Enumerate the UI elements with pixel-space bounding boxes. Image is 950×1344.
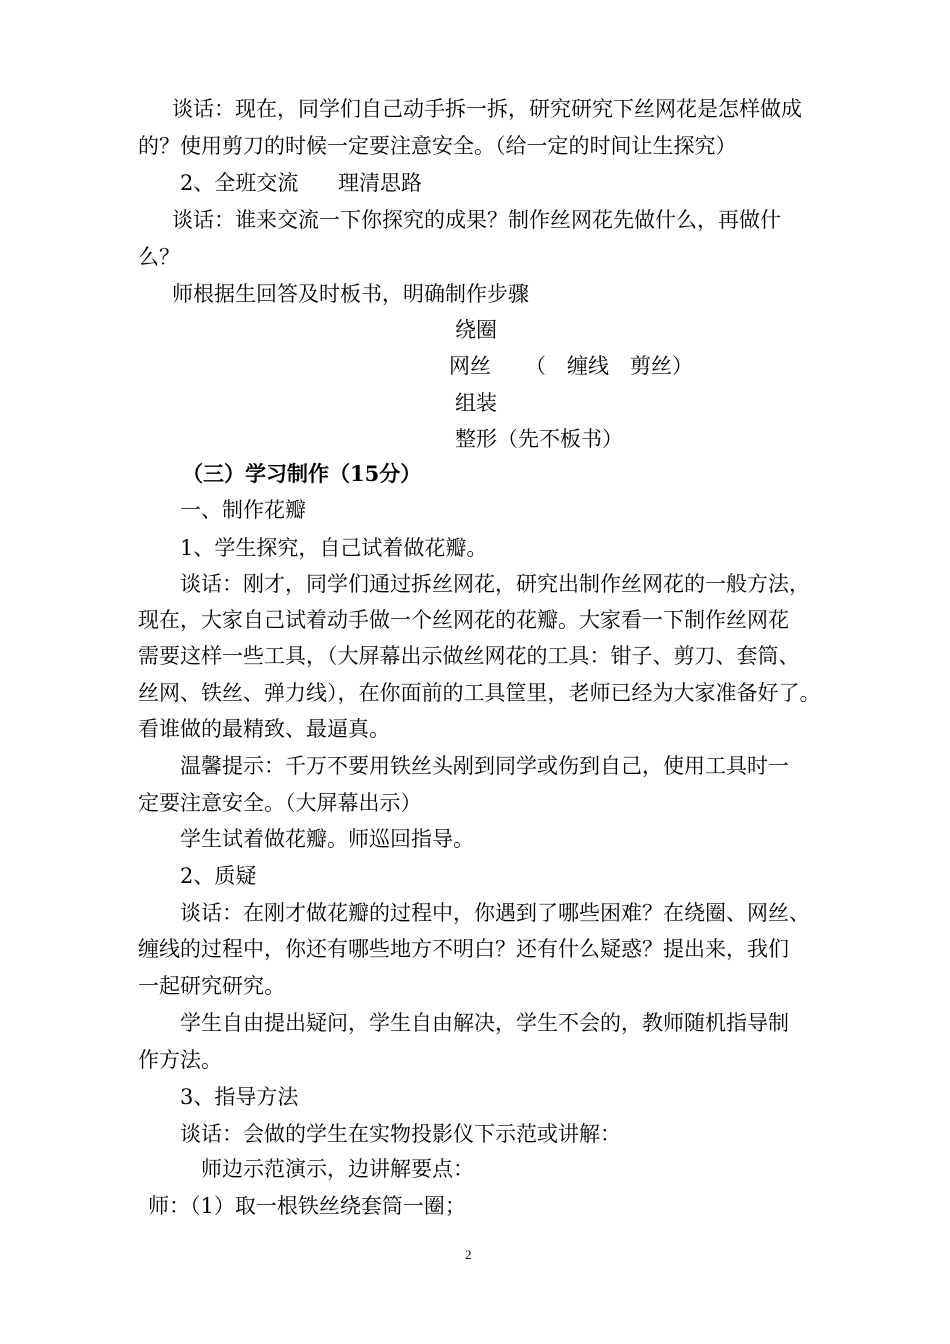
text-line: 师：（1）取一根铁丝绕套筒一圈； bbox=[148, 1194, 466, 1218]
text-line: 绕圈 bbox=[455, 318, 497, 342]
text-line: 组装 bbox=[455, 391, 497, 415]
text-line: （ 缠线 剪丝） bbox=[525, 354, 693, 378]
text-line: 谈话：会做的学生在实物投影仪下示范或讲解： bbox=[180, 1122, 621, 1146]
text-line: 需要这样一些工具，（大屏幕出示做丝网花的工具：钳子、剪刀、套筒、 bbox=[138, 644, 800, 668]
text-line: 3、指导方法 bbox=[180, 1085, 299, 1109]
text-line: 一、制作花瓣 bbox=[180, 498, 306, 522]
text-line: 现在，大家自己试着动手做一个丝网花的花瓣。大家看一下制作丝网花 bbox=[138, 608, 789, 632]
text-line: 作方法。 bbox=[138, 1048, 222, 1072]
text-line: 学生自由提出疑问，学生自由解决，学生不会的，教师随机指导制 bbox=[180, 1011, 789, 1035]
section-heading: （三）学习制作（15分） bbox=[182, 461, 422, 486]
text-line: 2、质疑 bbox=[180, 864, 257, 888]
text-line: 整形（先不板书） bbox=[455, 427, 623, 451]
text-line: 学生试着做花瓣。师巡回指导。 bbox=[180, 827, 474, 851]
text-line: 谈话：刚才，同学们通过拆丝网花，研究出制作丝网花的一般方法， bbox=[180, 572, 810, 596]
text-line: 谈话：在刚才做花瓣的过程中，你遇到了哪些困难？在绕圈、网丝、 bbox=[180, 901, 810, 925]
page-number: 2 bbox=[465, 1247, 472, 1262]
text-line: 温馨提示：千万不要用铁丝头剐到同学或伤到自己，使用工具时一 bbox=[180, 754, 789, 778]
text-line: 网丝 bbox=[449, 354, 491, 378]
text-line: 理清思路 bbox=[338, 171, 422, 195]
text-line: 1、学生探究，自己试着做花瓣。 bbox=[180, 536, 488, 560]
text-line: 谈话：现在，同学们自己动手拆一拆，研究研究下丝网花是怎样做成 bbox=[172, 97, 802, 121]
text-line: 么？ bbox=[138, 245, 180, 269]
text-line: 看谁做的最精致、最逼真。 bbox=[138, 717, 390, 741]
text-line: 一起研究研究。 bbox=[138, 974, 285, 998]
text-line: 师边示范演示，边讲解要点： bbox=[201, 1157, 474, 1181]
text-line: 2、全班交流 bbox=[180, 171, 299, 195]
text-line: 的？使用剪刀的时候一定要注意安全。（给一定的时间让生探究） bbox=[138, 134, 737, 158]
text-line: 定要注意安全。（大屏幕出示） bbox=[138, 791, 422, 815]
text-line: 谈话：谁来交流一下你探究的成果？制作丝网花先做什么，再做什 bbox=[172, 208, 781, 232]
text-line: 丝网、铁丝、弹力线），在你面前的工具筐里，老师已经为大家准备好了。 bbox=[138, 681, 821, 705]
text-line: 师根据生回答及时板书，明确制作步骤 bbox=[172, 282, 529, 306]
text-line: 缠线的过程中，你还有哪些地方不明白？还有什么疑惑？提出来，我们 bbox=[138, 937, 789, 961]
